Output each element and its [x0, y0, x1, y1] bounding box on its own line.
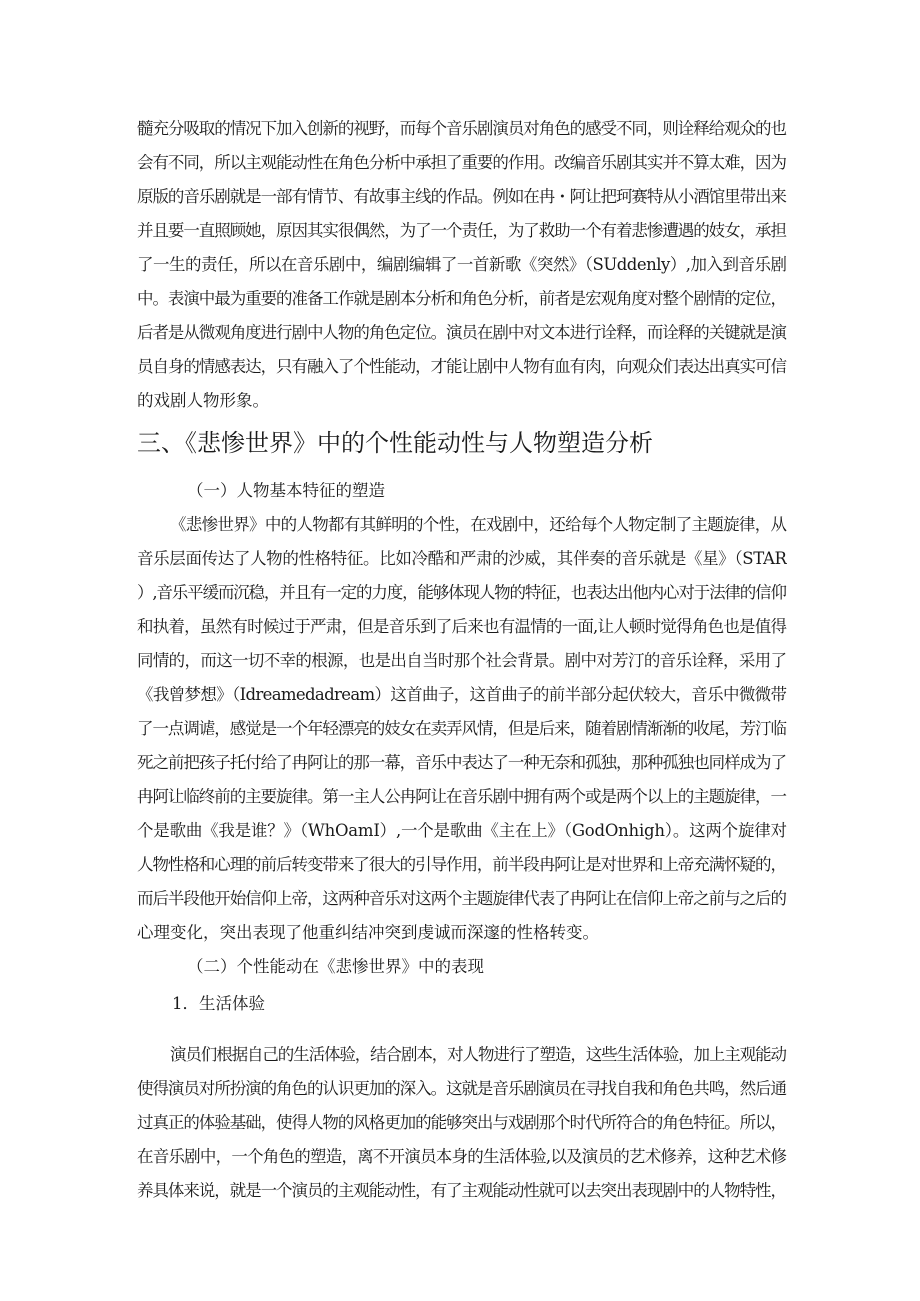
text-line: 同情的，而这一切不幸的根源，也是出自当时那个社会背景。剧中对芳汀的音乐诠释，采用了 — [137, 651, 787, 670]
text-line: 原版的音乐剧就是一部有情节、有故事主线的作品。例如在冉・阿让把珂赛特从小酒馆里带出来 — [137, 187, 786, 206]
text-line: 髓充分吸取的情况下加入创新的视野，而每个音乐剧演员对角色的感受不同，则诠释给观众的也 — [137, 119, 786, 138]
text-line: 和执着，虽然有时候过于严肃，但是音乐到了后来也有温情的一面,让人顿时觉得角色也是值得 — [137, 617, 787, 636]
text-line: 并且要一直照顾她，原因其实很偶然，为了一个责任，为了救助一个有着悲惨遭遇的妓女，承担 — [137, 221, 786, 240]
text-line: 心理变化，突出表现了他重纠结冲突到虔诚而深邃的性格转变。 — [137, 923, 599, 942]
text-line: 中。表演中最为重要的准备工作就是剧本分析和角色分析，前者是宏观角度对整个剧情的定位， — [137, 289, 786, 308]
text-line: 使得演员对所扮演的角色的认识更加的深入。这就是音乐剧演员在寻找自我和角色共鸣，然后通 — [137, 1079, 786, 1098]
text-line: 演员们根据自己的生活体验，结合剧本，对人物进行了塑造，这些生活体验，加上主观能动 — [170, 1045, 786, 1064]
text-line: 音乐层面传达了人物的性格特征。比如冷酷和严肃的沙威，其伴奏的音乐就是《星》（STAR — [137, 549, 787, 568]
subsection-heading: （二）个性能动在《悲惨世界》中的表现 — [187, 957, 484, 976]
item-heading: 1．生活体验 — [172, 994, 265, 1013]
text-line: 会有不同，所以主观能动性在角色分析中承担了重要的作用。改编音乐剧其实并不算太难，因为 — [137, 153, 786, 172]
text-line: 个是歌曲《我是谁？》（WhOamI）,一个是歌曲《主在上》（GodOnhigh）。这两个旋律对 — [137, 821, 787, 840]
text-line: 了一生的责任，所以在音乐剧中，编剧编辑了一首新歌《突然》（SUddenly）,加入到音乐剧 — [137, 255, 787, 274]
text-line: 后者是从微观角度进行剧中人物的角色定位。演员在剧中对文本进行诠释，而诠释的关键就是演 — [137, 323, 786, 342]
text-line: 过真正的体验基础，使得人物的风格更加的能够突出与戏剧那个时代所符合的角色特征。所以， — [137, 1113, 786, 1132]
text-line: 冉阿让临终前的主要旋律。第一主人公冉阿让在音乐剧中拥有两个或是两个以上的主题旋律，一 — [137, 787, 786, 806]
text-line: 《悲惨世界》中的人物都有其鲜明的个性，在戏剧中，还给每个人物定制了主题旋律，从 — [170, 515, 787, 534]
text-line: 人物性格和心理的前后转变带来了很大的引导作用，前半段冉阿让是对世界和上帝充满怀疑的， — [137, 855, 786, 874]
text-line: 的戏剧人物形象。 — [137, 391, 269, 410]
text-line: 了一点调谑，感觉是一个年轻漂亮的妓女在卖弄风情，但是后来，随着剧情渐渐的收尾，芳汀临 — [137, 719, 786, 738]
section-heading: 三、《悲惨世界》中的个性能动性与人物塑造分析 — [137, 429, 653, 457]
subsection-heading: （一）人物基本特征的塑造 — [187, 481, 385, 500]
text-line: 养具体来说，就是一个演员的主观能动性，有了主观能动性就可以去突出表现剧中的人物特性， — [137, 1181, 786, 1200]
text-line: 而后半段他开始信仰上帝，这两种音乐对这两个主题旋律代表了冉阿让在信仰上帝之前与之后的 — [137, 889, 786, 908]
text-line: 在音乐剧中，一个角色的塑造，离不开演员本身的生活体验,以及演员的艺术修养，这种艺术修 — [137, 1147, 787, 1166]
text-line: ）,音乐平缓而沉稳，并且有一定的力度，能够体现人物的特征，也表达出他内心对于法律的信仰 — [137, 583, 786, 602]
text-line: 《我曾梦想》（Idreamedadream）这首曲子，这首曲子的前半部分起伏较大，音乐中微微带 — [137, 685, 787, 704]
text-line: 员自身的情感表达，只有融入了个性能动，才能让剧中人物有血有肉，向观众们表达出真实可信 — [137, 357, 786, 376]
text-line: 死之前把孩子托付给了冉阿让的那一幕，音乐中表达了一种无奈和孤独，那种孤独也同样成为了 — [137, 753, 786, 772]
